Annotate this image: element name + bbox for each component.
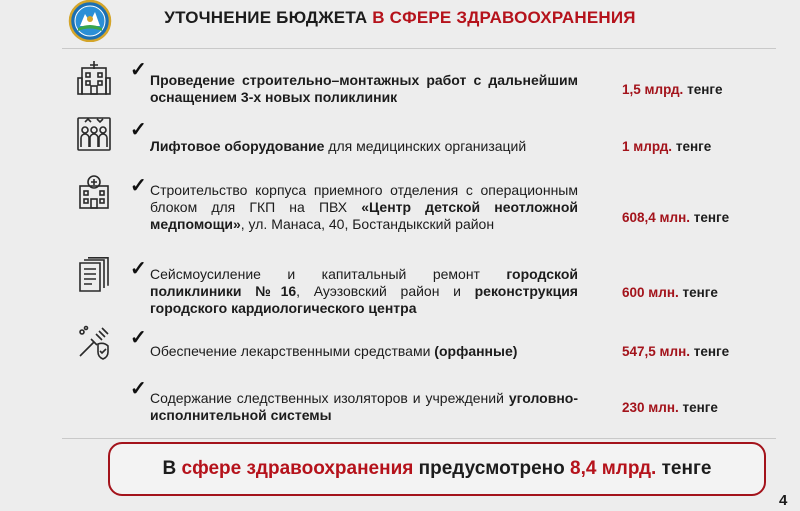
item-amount (622, 139, 711, 154)
item-description (150, 182, 578, 233)
check-icon: ✓ (130, 258, 147, 280)
item-amount (622, 82, 722, 97)
desc-part: , ул. Манаса, 40, Бостандыкский район (240, 216, 495, 232)
page-title (0, 8, 800, 28)
desc-part: «Центр детской неотложной медпомощи» (150, 199, 578, 232)
check-icon: ✓ (130, 175, 147, 197)
amount-unit: тенге (675, 139, 712, 154)
item-amount (622, 344, 729, 359)
elevator-icon (76, 116, 112, 152)
amount-value: 1,5 млрд. (622, 82, 684, 97)
desc-part: (орфанные) (434, 343, 518, 359)
amount-value: 230 млн. (622, 400, 679, 415)
item-amount (622, 210, 729, 225)
summary-total: 8,4 млрд. (570, 458, 657, 479)
amount-unit: тенге (682, 400, 718, 415)
desc-part: для медицинских организаций (324, 138, 527, 154)
item-description (150, 390, 578, 424)
desc-part: Содержание следственных изоляторов и учреждений (150, 390, 509, 406)
header-divider (62, 48, 776, 49)
item-description (150, 138, 578, 155)
item-amount (622, 285, 718, 300)
amount-value: 547,5 млн. (622, 344, 691, 359)
footer-divider (62, 438, 776, 439)
amount-unit: тенге (682, 285, 718, 300)
amount-unit: тенге (687, 82, 723, 97)
desc-part: Сейсмоусиление и капитальный ремонт (150, 266, 507, 282)
amount-value: 600 млн. (622, 285, 679, 300)
summary-suffix: тенге (661, 458, 712, 479)
desc-part: Строительство корпуса приемного отделения с операционным блоком для ГКП на ПВХ (150, 182, 578, 215)
amount-unit: тенге (693, 210, 730, 225)
hospital-building-icon (76, 60, 112, 96)
title-black: УТОЧНЕНИЕ БЮДЖЕТА (164, 8, 368, 27)
item-description (150, 266, 578, 317)
item-description (150, 72, 578, 106)
check-icon: ✓ (130, 327, 147, 349)
desc-part: , Ауэзовский район и (296, 283, 475, 299)
summary-prefix: В (162, 458, 177, 479)
summary-box (108, 442, 766, 496)
summary-sphere: сфере здравоохранения (181, 458, 414, 479)
item-description (150, 343, 578, 360)
medicine-syringe-icon (76, 324, 112, 360)
desc-part: реконструкция городского кардиологического центра (150, 283, 578, 316)
desc-part: уголовно-исполнительной системы (150, 390, 578, 423)
amount-value: 1 млрд. (622, 139, 673, 154)
check-icon: ✓ (130, 119, 147, 141)
hospital-construction-icon (76, 174, 112, 210)
desc-part: Проведение строительно–монтажных работ с дальнейшим оснащением 3-х новых поликлиник (150, 72, 578, 105)
check-icon: ✓ (130, 59, 147, 81)
page-number: 4 (779, 492, 788, 509)
summary-middle: предусмотрено (418, 458, 565, 479)
amount-value: 608,4 млн. (622, 210, 691, 225)
amount-unit: тенге (693, 344, 730, 359)
check-icon: ✓ (130, 378, 147, 400)
documents-icon (76, 257, 112, 293)
desc-part: Лифтовое оборудование (150, 138, 325, 154)
desc-part: городской поликлиники №16 (150, 266, 578, 299)
item-amount (622, 400, 718, 415)
desc-part: Обеспечение лекарственными средствами (150, 343, 435, 359)
title-red: В СФЕРЕ ЗДРАВООХРАНЕНИЯ (372, 8, 636, 27)
